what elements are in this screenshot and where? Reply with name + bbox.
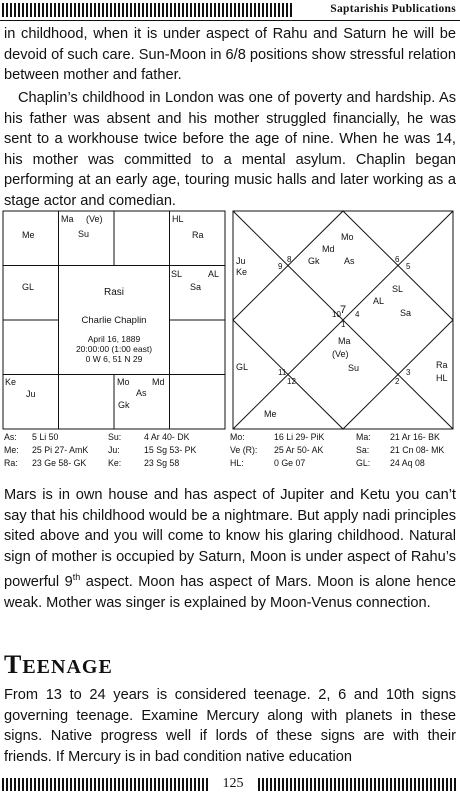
pos-label: Me: (4, 445, 19, 455)
north-su: Su (348, 363, 360, 373)
north-sl: SL (392, 284, 404, 294)
north-num-2: 2 (395, 377, 400, 386)
north-num-6: 6 (395, 255, 400, 264)
paragraph-childhood-aspect: in childhood, when it is under aspect of Rahu and Saturn he will be devoid of such care. Sun-Moon in 6/8 positions show stressful relation between mother and father. (4, 26, 456, 84)
pos-value: 21 Ar 16- BK (390, 432, 440, 442)
footer-bar-left (2, 778, 208, 791)
north-ju: Ju (236, 256, 246, 266)
pos-value: 15 Sg 53- PK (144, 445, 197, 455)
north-as: As (344, 256, 355, 266)
paragraph-chaplin-childhood: Chaplin’s childhood in London was one of poverty and hardship. As his father was absent and his mother struggled financially, he was sent to a workhouse twice before the age of nine. When he was 14, his mother was committed to a mental asylum. Chaplin began performing at an early age, touring music halls and later working as a stage actor and comedian. (4, 90, 456, 209)
page-footer (0, 775, 460, 793)
pos-value: 21 Cn 08- MK (390, 445, 445, 455)
paragraph-mars-analysis-part1: Mars is in own house and has aspect of Jupiter and Ketu you can’t say that his childhood would be a nightmare. But apply nadi principles sited above and you will come to know his glaring childhood. Natural sign of mother is occupied by Saturn, Moon is under aspect of Rahu’s powerful 9 (4, 487, 456, 591)
south-aquarius-gl: GL (22, 282, 35, 292)
south-sagittarius-ke: Ke (5, 377, 17, 387)
pos-label: Su: (108, 432, 122, 442)
pos-label: HL: (230, 458, 244, 468)
north-mo: Mo (341, 232, 354, 242)
section-heading-rest: EENAGE (22, 656, 113, 678)
north-num-3: 3 (406, 368, 411, 377)
north-hl: HL (436, 373, 448, 383)
pos-value: 25 Ar 50- AK (274, 445, 324, 455)
north-num-10: 10 (332, 310, 341, 319)
pos-value: 23 Sg 58 (144, 458, 180, 468)
horoscope-charts (2, 210, 456, 430)
north-num-8: 8 (287, 255, 292, 264)
birth-coordinates: 0 W 6, 51 N 29 (85, 354, 143, 364)
south-cancer-sl: SL (171, 269, 183, 279)
north-num-7: 7 (340, 304, 347, 316)
south-libra-gk: Gk (118, 400, 130, 410)
pos-value: 0 Ge 07 (274, 458, 306, 468)
pos-value: 25 Pi 27- AmK (32, 445, 89, 455)
north-ma: Ma (338, 336, 351, 346)
pos-label: Ke: (108, 458, 122, 468)
chart-center-title: Rasi (103, 287, 124, 298)
paragraph-mars-analysis-part2: aspect. Moon has aspect of Mars. Moon is alone hence weak. Mother was singer is explained by Moon-Venus connection. (4, 574, 456, 611)
north-gk: Gk (308, 256, 320, 266)
north-ke: Ke (236, 267, 248, 277)
south-aries-ve: (Ve) (86, 214, 103, 224)
footer-bar-right (258, 778, 458, 791)
paragraph-teenage: From 13 to 24 years is considered teenage. 2, 6 and 10th signs governing teenage. Examine Mercury along with planets in these signs. Native progress well if lords of these signs are with their friends. If Mercury is in bad condition native education (4, 687, 456, 765)
ordinal-superscript: th (72, 572, 81, 583)
native-name: Charlie Chaplin (81, 315, 147, 326)
north-num-5: 5 (406, 262, 411, 271)
north-ve: (Ve) (332, 349, 349, 359)
south-libra-as: As (136, 388, 147, 398)
pos-label: Ju: (108, 445, 120, 455)
pos-label: Ve (R): (230, 445, 258, 455)
header-rule (0, 20, 460, 21)
south-libra-md: Md (152, 377, 165, 387)
north-ra: Ra (436, 360, 448, 370)
north-md: Md (322, 244, 335, 254)
north-al: AL (373, 296, 385, 306)
page-header (0, 0, 460, 22)
pos-label: GL: (356, 458, 371, 468)
pos-label: Ma: (356, 432, 371, 442)
header-bar-decoration (2, 3, 292, 17)
birth-time: 20:00:00 (1:00 east) (75, 344, 153, 354)
north-num-4: 4 (355, 310, 360, 319)
south-gemini-hl: HL (172, 214, 184, 224)
pos-value: 5 Li 50 (32, 432, 59, 442)
north-num-11: 11 (278, 368, 287, 377)
north-me: Me (264, 409, 277, 419)
south-libra-mo: Mo (117, 377, 130, 387)
section-heading-initial: T (4, 650, 23, 679)
south-pisces-me: Me (22, 230, 35, 240)
south-aries-su: Su (78, 229, 90, 239)
north-num-9: 9 (278, 262, 283, 271)
south-gemini-ra: Ra (192, 230, 204, 240)
birth-date: April 16, 1889 (87, 334, 141, 344)
pos-value: 24 Aq 08 (390, 458, 425, 468)
north-sa: Sa (400, 308, 412, 318)
pos-value: 16 Li 29- PiK (274, 432, 325, 442)
pos-value: 4 Ar 40- DK (144, 432, 190, 442)
pos-label: Sa: (356, 445, 370, 455)
section-heading-teenage (4, 650, 113, 680)
south-cancer-al: AL (208, 269, 220, 279)
pos-label: Ra: (4, 458, 18, 468)
page-number: 125 (222, 776, 244, 791)
north-gl: GL (236, 362, 249, 372)
paragraph-mars-analysis (4, 485, 456, 613)
pos-label: Mo: (230, 432, 245, 442)
publisher-name: Saptarishis Publications (330, 3, 456, 15)
pos-value: 23 Ge 58- GK (32, 458, 87, 468)
north-num-12: 12 (287, 377, 296, 386)
south-sagittarius-ju: Ju (26, 389, 36, 399)
north-num-1: 1 (341, 320, 346, 329)
pos-label: As: (4, 432, 17, 442)
south-aries-ma: Ma (61, 214, 74, 224)
south-cancer-sa: Sa (190, 282, 202, 292)
